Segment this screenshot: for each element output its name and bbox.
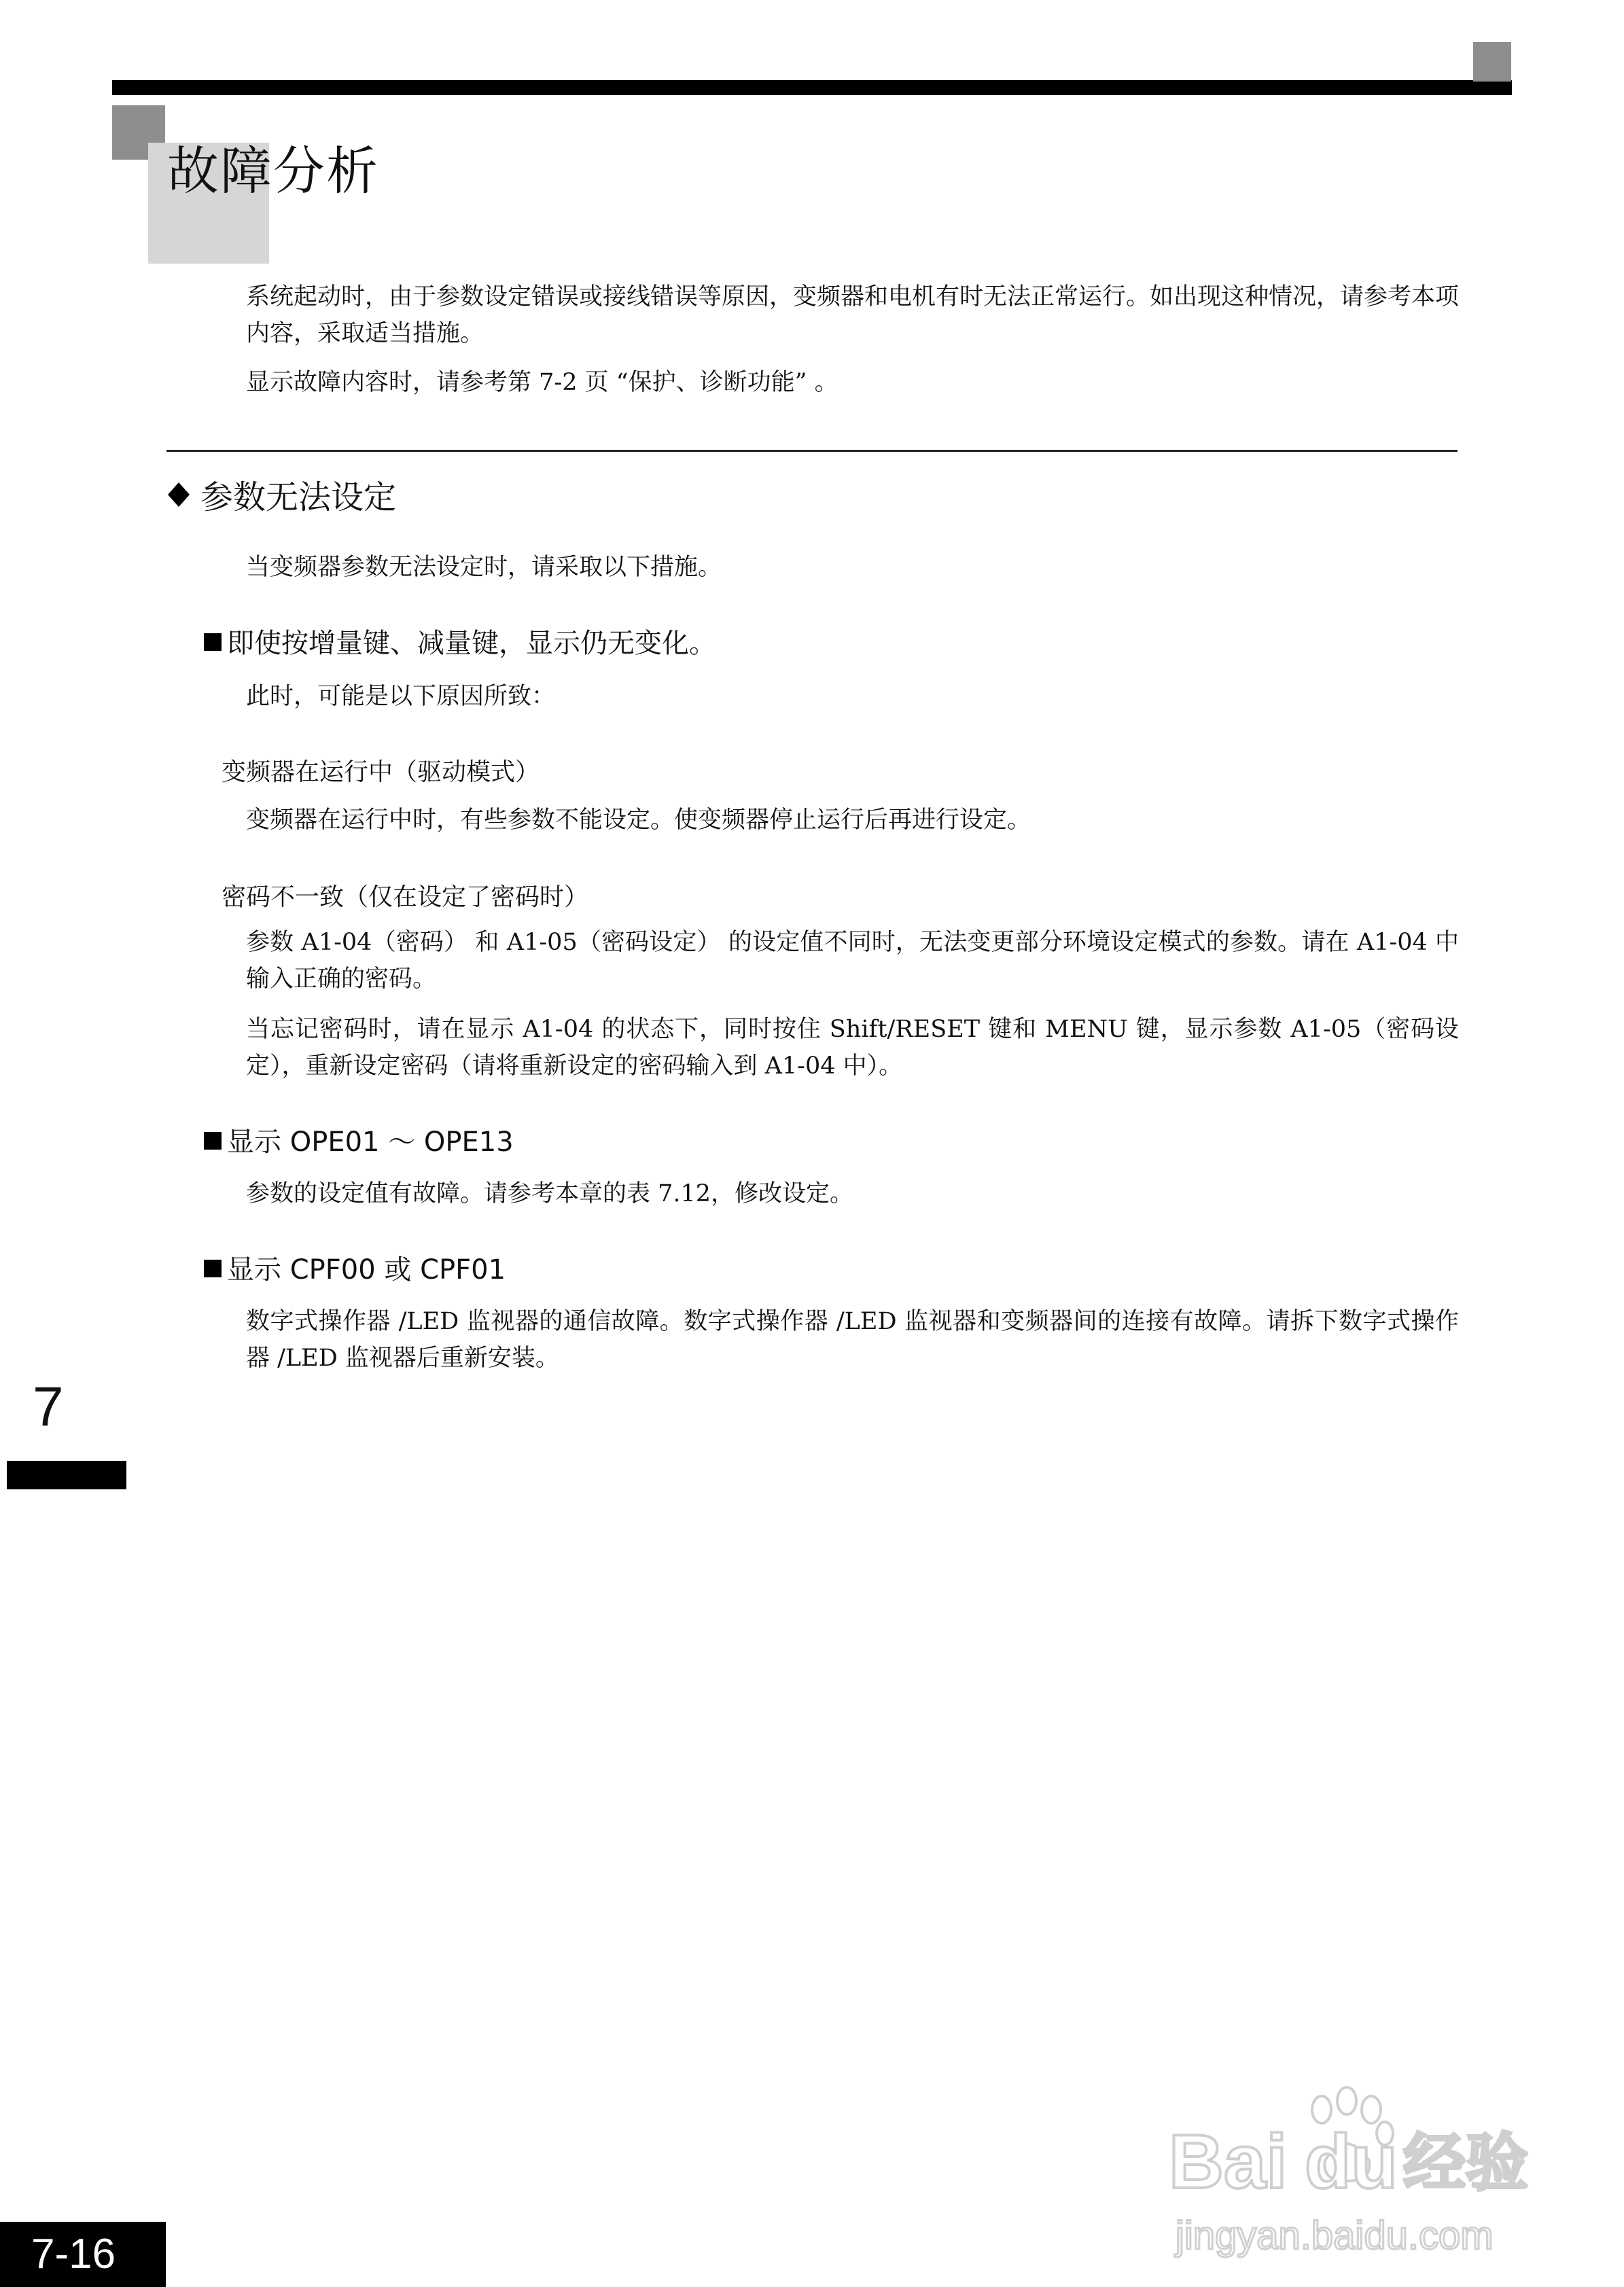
subsection-text-3: 数字式操作器 /LED 监视器的通信故障。数字式操作器 /LED 监视器和变频器间的连接有故障。请拆下数字式操作器 /LED 监视器后重新安装。 <box>246 1308 1459 1372</box>
subsection-text-2: 参数的设定值有故障。请参考本章的表 7.12，修改设定。 <box>246 1180 854 1207</box>
section-title: 参数无法设定 <box>200 478 397 516</box>
chapter-tab-bar <box>7 1461 126 1489</box>
page-title: 故障分析 <box>167 141 379 201</box>
top-corner-block <box>1473 42 1511 82</box>
watermark-text-jingyan: 经验 <box>1403 2127 1529 2199</box>
intro-paragraph-2: 显示故障内容时，请参考第 7-2 页 “保护、诊断功能” 。 <box>246 369 839 396</box>
subsection-title-2: 显示 OPE01 ～ OPE13 <box>227 1127 514 1158</box>
item-text-password-2: 当忘记密码时，请在显示 A1-04 的状态下，同时按住 Shift/RESET 键和 MENU 键，显示参数 A1-05（密码设定），重新设定密码（请将重新设定的密码输入到 A1-04 中）。 <box>246 1016 1459 1080</box>
subsection-heading-3 <box>204 1252 506 1288</box>
watermark-text-bai: Bai <box>1169 2119 1288 2204</box>
chapter-number: 7 <box>33 1376 64 1438</box>
watermark-url: jingyan.baidu.com <box>1176 2214 1494 2258</box>
top-rule <box>112 80 1512 95</box>
watermark-text-du: du <box>1305 2119 1398 2204</box>
item-heading-running: 变频器在运行中（驱动模式） <box>222 758 540 786</box>
subsection-title-1: 即使按增量键、减量键，显示仍无变化。 <box>227 628 716 659</box>
section-intro: 当变频器参数无法设定时，请采取以下措施。 <box>246 554 722 581</box>
item-heading-password: 密码不一致（仅在设定了密码时） <box>222 883 589 911</box>
square-bullet-icon <box>204 1132 222 1150</box>
subsection-text-1: 此时，可能是以下原因所致： <box>246 683 556 710</box>
section-divider <box>166 450 1458 452</box>
baidu-watermark <box>1169 2079 1549 2263</box>
square-bullet-icon <box>204 633 222 651</box>
subsection-title-3: 显示 CPF00 或 CPF01 <box>227 1254 506 1286</box>
diamond-icon <box>166 477 191 518</box>
item-text-password-1: 参数 A1-04（密码） 和 A1-05（密码设定） 的设定值不同时，无法变更部分环境设定模式的参数。请在 A1-04 中输入正确的密码。 <box>246 929 1459 993</box>
section-heading <box>166 477 396 518</box>
subsection-heading-2 <box>204 1124 514 1160</box>
page-number: 7-16 <box>0 2222 166 2287</box>
subsection-heading-1 <box>204 625 716 662</box>
square-bullet-icon <box>204 1260 222 1277</box>
intro-paragraph-1: 系统起动时，由于参数设定错误或接线错误等原因，变频器和电机有时无法正常运行。如出现这种情况，请参考本项内容，采取适当措施。 <box>246 283 1460 347</box>
item-text-running: 变频器在运行中时，有些参数不能设定。使变频器停止运行后再进行设定。 <box>246 806 1031 834</box>
